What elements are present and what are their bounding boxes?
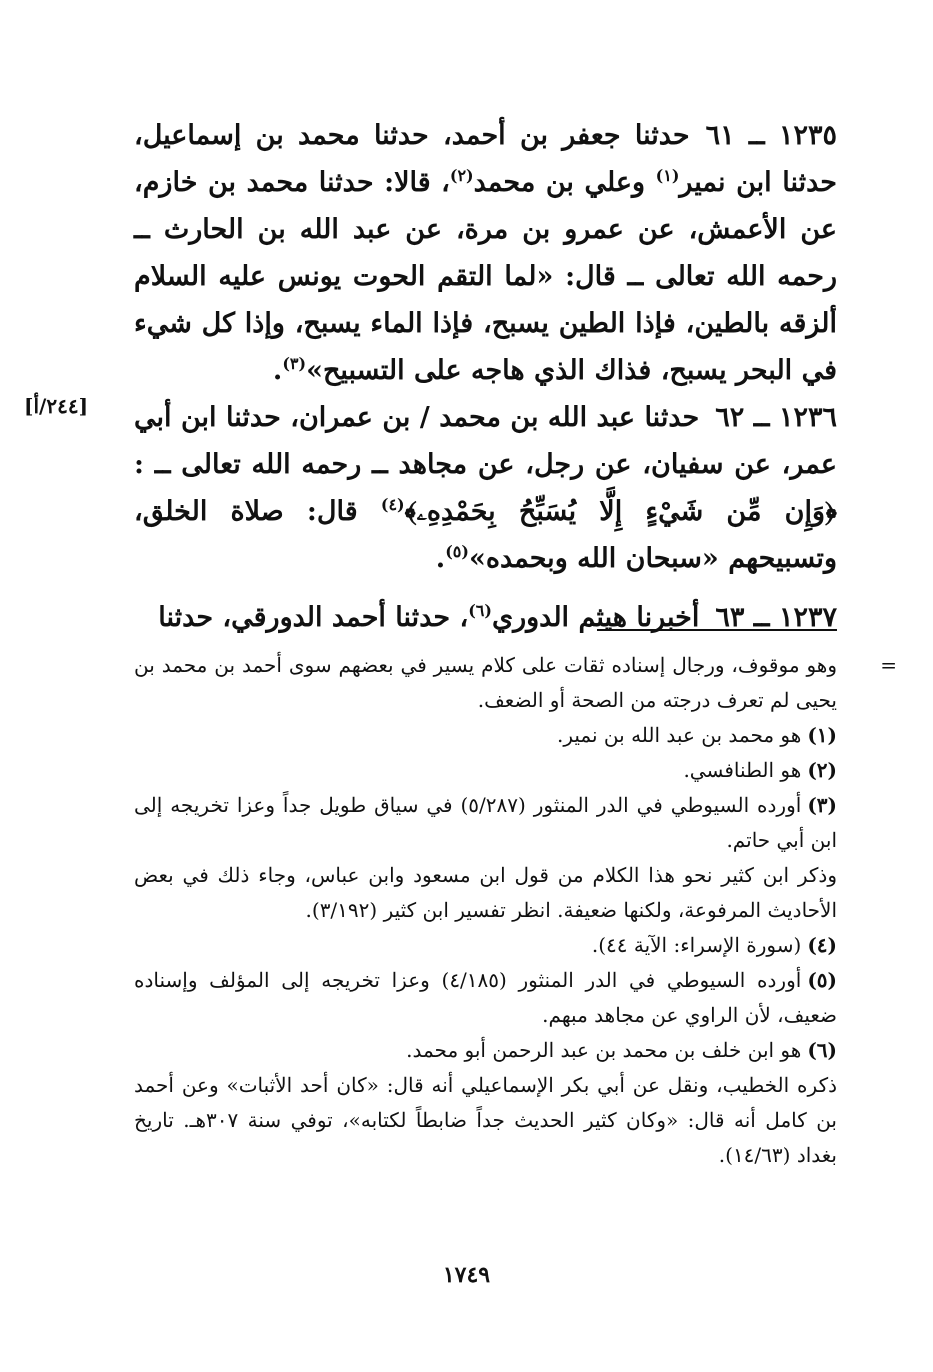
footnote-mark: (٤) — [807, 933, 837, 957]
footnote — [134, 1033, 837, 1068]
footnote — [134, 963, 837, 1033]
hadith-paragraph — [134, 112, 837, 394]
footnote-mark: (١) — [807, 723, 837, 747]
footnote-mark: (٣) — [807, 793, 837, 817]
hadith-text: وعلي بن محمد — [473, 167, 656, 198]
hadith-paragraph — [134, 394, 837, 582]
footnote-extra — [134, 1068, 837, 1173]
footnote-list — [134, 718, 837, 1173]
footnote-text: (سورة الإسراء: الآية ٤٤). — [591, 933, 802, 957]
hadith-text: ، حدثنا أحمد الدورقي، حدثنا — [158, 602, 469, 633]
hadith-text: . — [435, 543, 446, 574]
footnote-reference: (٦) — [468, 601, 492, 620]
footnotes — [134, 648, 897, 1173]
hadith-text: حدثنا جعفر بن أحمد، حدثنا محمد بن إسماعيل، حدثنا ابن نمير — [134, 120, 837, 198]
footnote-extra — [134, 858, 837, 928]
footnote-text: أورده السيوطي في الدر المنثور (٥/٢٨٧) في سياق طويل جداً وعزا تخريجه إلى ابن أبي حاتم. — [134, 793, 837, 852]
footnote-text: وذكر ابن كثير نحو هذا الكلام من قول ابن مسعود وابن عباس، وجاء ذلك في بعض الأحاديث المرفوعة، ولكنها ضعيفة. انظر تفسير ابن كثير (٣/١٩٢). — [134, 863, 837, 922]
footnote — [134, 753, 837, 788]
footnote-reference: (٢) — [449, 166, 474, 185]
page-number: ١٧٤٩ — [442, 1262, 491, 1288]
footnote-text: هو محمد بن عبد الله بن نمير. — [557, 723, 802, 747]
footnote-text: هو ابن خلف بن محمد بن عبد الرحمن أبو محمد. — [406, 1038, 802, 1062]
hadith-text: قال: صلاة الخلق، وتسبيحهم «سبحان الله وبحمده» — [134, 496, 837, 574]
hadith-number: ١٢٣٥ ــ ٦١ — [705, 120, 837, 151]
footnote-reference: (٣) — [282, 354, 307, 373]
footnote-reference: (٤) — [380, 495, 405, 514]
hadith-text: ، قالا: حدثنا محمد بن خازم، عن الأعمش، عن عمرو بن مرة، عن عبد الله بن الحارث ــ رحمه الله تعالى ــ قال: «لما التقم الحوت يونس عليه السلام ألزقه بالطين، فإذا الطين يسبح، فإذا الماء يسبح، وإذا كل شيء في البحر يسبح، فذاك الذي هاجه على التسبيح» — [134, 167, 837, 386]
footnote-continuation-text: وهو موقوف، ورجال إسناده ثقات على كلام يسير في بعضهم سوى أحمد بن محمد بن يحيى لم تعرف درجته من الصحة أو الضعف. — [134, 653, 837, 712]
main-text — [134, 112, 837, 641]
footnote-reference: (٥) — [445, 542, 469, 561]
hadith-number: ١٢٣٦ ــ ٦٢ — [715, 402, 837, 433]
hadith-text: حدثنا عبد الله بن محمد / بن عمران، حدثنا ابن أبي عمر، عن سفيان، عن رجل، عن مجاهد ــ رحمه الله تعالى ــ : ﴿وَإِن مِّن شَيْءٍ إِلَّا يُسَبِّحُ بِحَمْدِهِۦ﴾ — [134, 402, 837, 527]
footnote-text: ذكره الخطيب، ونقل عن أبي بكر الإسماعيلي أنه قال: «كان أحد الأثبات» وعن أحمد بن كامل أنه قال: «وكان كثير الحديث جداً ضابطاً لكتابه»، توفي سنة ٣٠٧هـ. تاريخ بغداد (١٤/٦٣). — [134, 1073, 837, 1167]
hadith-text: أخبرنا هيثم الدوري — [491, 602, 700, 633]
footnote-reference: (١) — [655, 166, 680, 185]
hadith-text: . — [272, 355, 283, 386]
footnote-text: هو الطنافسي. — [683, 758, 802, 782]
footnote — [134, 788, 837, 858]
footnote-separator — [597, 629, 837, 631]
footnote-mark: (٥) — [807, 968, 837, 992]
footnote — [134, 718, 837, 753]
footnote-continuation — [134, 648, 897, 718]
footnote — [134, 928, 837, 963]
hadith-number: ١٢٣٧ ــ ٦٣ — [715, 602, 837, 633]
footnote-text: أورده السيوطي في الدر المنثور (٤/١٨٥) وعزا تخريجه إلى المؤلف وإسناده ضعيف، لأن الراوي عن مجاهد مبهم. — [134, 968, 837, 1027]
continuation-mark: = — [880, 653, 897, 677]
margin-manuscript-reference: [٢٤٤/أ] — [24, 394, 89, 418]
footnote-mark: (٢) — [807, 758, 837, 782]
footnote-mark: (٦) — [807, 1038, 837, 1062]
hadith-paragraph — [134, 594, 837, 641]
